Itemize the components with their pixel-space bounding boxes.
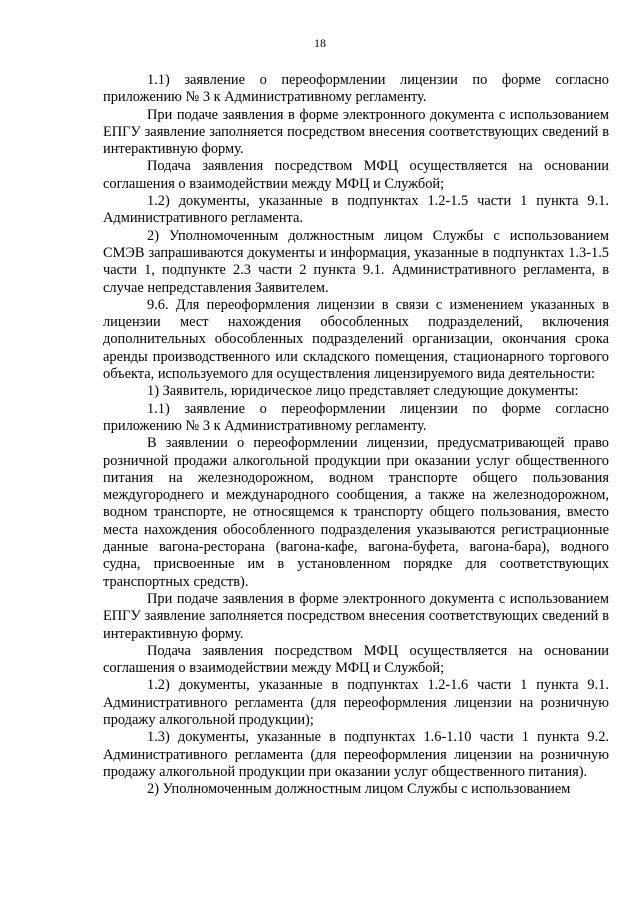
- paragraph: Подача заявления посредством МФЦ осуществляется на основании соглашения о взаимодействии между МФЦ и Службой;: [103, 642, 609, 677]
- paragraph: 1.2) документы, указанные в подпунктах 1.2-1.6 части 1 пункта 9.1. Административного регламента (для переоформления лицензии на розничную продажу алкогольной продукции);: [103, 677, 609, 728]
- paragraph: 1.1) заявление о переоформлении лицензии по форме согласно приложению № 3 к Административному регламенту.: [103, 72, 609, 106]
- page-number: 18: [314, 36, 326, 50]
- paragraph: В заявлении о переоформлении лицензии, предусматривающей право розничной продажи алкогольной продукции при оказании услуг общественного питания на железнодорожном, водном транспорте общего пользования междугороднего и международного сообщения, а также на железнодорожном, водном транспорте, не относящемся к транспорту общего пользования, вместо места нахождения обособленного подразделения указываются регистрационные данные вагона-ресторана (вагона-кафе, вагона-буфета, вагона-бара), водного судна, присвоенные им в установленном порядке для соответствующих транспортных средств).: [103, 435, 609, 590]
- paragraph: 1.1) заявление о переоформлении лицензии по форме согласно приложению № 3 к Административному регламенту.: [103, 400, 609, 434]
- paragraph: 1.2) документы, указанные в подпунктах 1.2-1.5 части 1 пункта 9.1. Административного регламента.: [103, 193, 609, 227]
- paragraph: При подаче заявления в форме электронного документа с использованием ЕПГУ заявление заполняется посредством внесения соответствующих сведений в интерактивную форму.: [103, 590, 609, 642]
- paragraph: 1) Заявитель, юридическое лицо представляет следующие документы:: [147, 383, 579, 400]
- paragraph: 2) Уполномоченным должностным лицом Службы с использованием СМЭВ запрашиваются документы и информация, указанные в подпунктах 1.3-1.5 части 1, подпункте 2.3 части 2 пункта 9.1. Административного регламента, в случае непредставления Заявителем.: [103, 227, 609, 296]
- paragraph: Подача заявления посредством МФЦ осуществляется на основании соглашения о взаимодействии между МФЦ и Службой;: [103, 158, 609, 192]
- paragraph: При подаче заявления в форме электронного документа с использованием ЕПГУ заявление заполняется посредством внесения соответствующих сведений в интерактивную форму.: [103, 106, 609, 158]
- paragraph: 2) Уполномоченным должностным лицом Службы с использованием: [147, 781, 571, 798]
- paragraph: 1.3) документы, указанные в подпунктах 1.6-1.10 части 1 пункта 9.2. Административного регламента (для переоформления лицензии на розничную продажу алкогольной продукции при оказании услуг общественного питания).: [103, 729, 609, 780]
- document-body: [103, 72, 609, 798]
- paragraph: 9.6. Для переоформления лицензии в связи с изменением указанных в лицензии мест нахождения обособленных подразделений, включения дополнительных обособленных подразделений организации, окончания срока аренды производственного или складского помещения, стационарного торгового объекта, используемого для осуществления лицензируемого вида деятельности:: [103, 296, 609, 383]
